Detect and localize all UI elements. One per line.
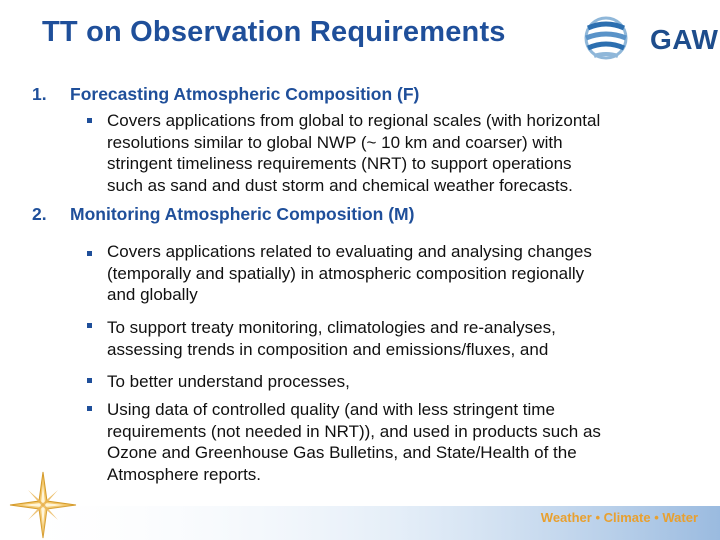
bullet-marker bbox=[87, 118, 92, 123]
bullet-marker bbox=[87, 251, 92, 256]
bullet-text: Using data of controlled quality (and with less stringent time requirements (not needed in NRT)), and used in products such as Ozone and Greenhouse Gas Bulletins, and State/Health of the Atmosphere reports. bbox=[107, 400, 601, 484]
bullet-marker bbox=[87, 406, 92, 411]
page-title: TT on Observation Requirements bbox=[42, 16, 506, 48]
section-number: 2. bbox=[32, 204, 47, 224]
bullet-text: Covers applications from global to regional scales (with horizontal resolutions similar to global NWP (~ 10 km and coarser) with stringent timeliness requirements (NRT) to support operations such as sand and dust storm and chemical weather forecasts. bbox=[107, 111, 601, 195]
bullet-marker bbox=[87, 378, 92, 383]
section-heading: Forecasting Atmospheric Composition (F) bbox=[70, 84, 420, 104]
section-number: 1. bbox=[32, 84, 47, 104]
gaw-logo-text: GAW bbox=[650, 24, 719, 55]
bullet-text: Covers applications related to evaluating and analysing changes (temporally and spatially) in atmospheric composition regionally and globally bbox=[107, 242, 592, 304]
bullet-text: To support treaty monitoring, climatologies and re-analyses, assessing trends in composition and emissions/fluxes, and bbox=[107, 318, 556, 359]
footer-tagline: Weather • Climate • Water bbox=[540, 510, 698, 525]
bullet-marker bbox=[87, 323, 92, 328]
section-heading: Monitoring Atmospheric Composition (M) bbox=[70, 204, 415, 224]
bullet-text: To better understand processes, bbox=[107, 372, 350, 391]
